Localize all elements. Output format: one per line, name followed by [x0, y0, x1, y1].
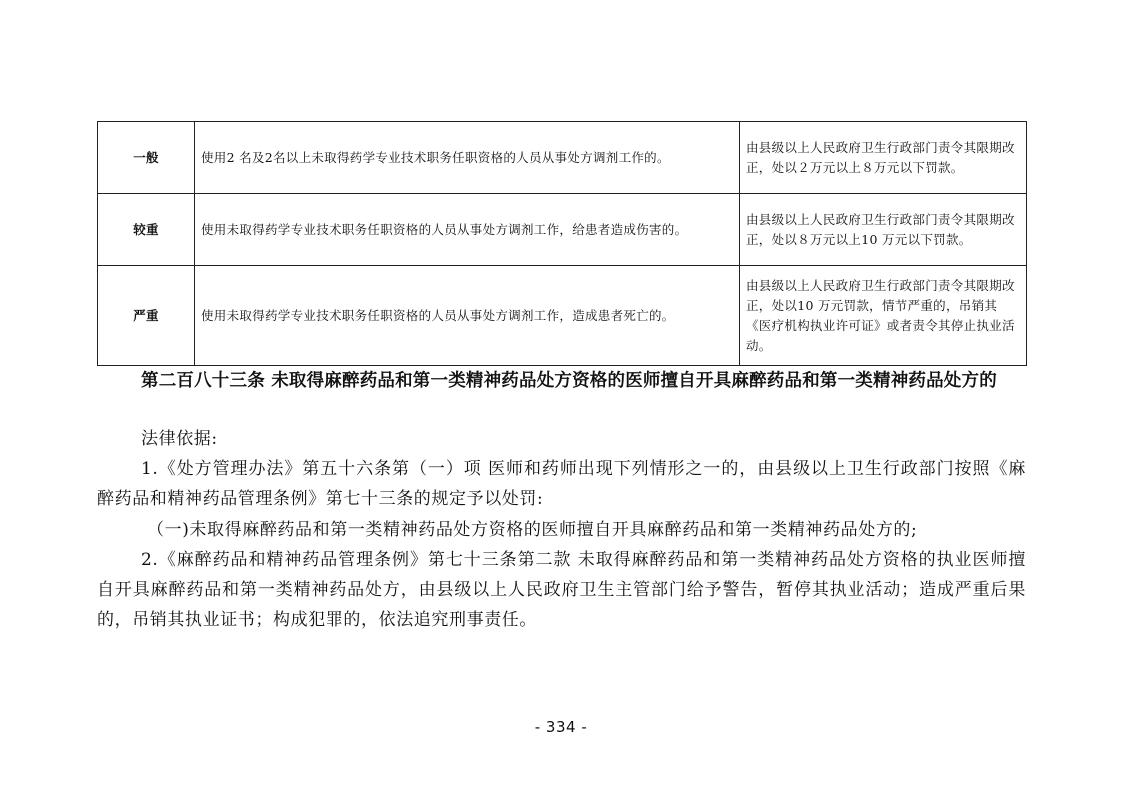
- penalty-table: [97, 121, 1027, 366]
- severity-level-cell: 较重: [98, 194, 195, 266]
- punishment-cell: 由县级以上人民政府卫生行政部门责令其限期改正，处以10 万元罚款，情节严重的，吊销其《医疗机构执业许可证》或者责令其停止执业活动。: [740, 266, 1027, 366]
- violation-situation-cell: 使用未取得药学专业技术职务任职资格的人员从事处方调剂工作，给患者造成伤害的。: [195, 194, 740, 266]
- page-number: - 334 -: [534, 718, 588, 736]
- violation-situation-cell: 使用2 名及2名以上未取得药学专业技术职务任职资格的人员从事处方调剂工作的。: [195, 122, 740, 194]
- legal-basis-paragraph: 2.《麻醉药品和精神药品管理条例》第七十三条第二款 未取得麻醉药品和第一类精神药品处方资格的执业医师擅自开具麻醉药品和第一类精神药品处方，由县级以上人民政府卫生主管部门给予警告，暂停其执业活动；造成严重后果的，吊销其执业证书；构成犯罪的，依法追究刑事责任。: [97, 549, 1026, 631]
- table-row: [98, 266, 1027, 366]
- severity-level-cell: 严重: [98, 266, 195, 366]
- table-row: [98, 194, 1027, 266]
- punishment-cell: 由县级以上人民政府卫生行政部门责令其限期改正，处以８万元以上10 万元以下罚款。: [740, 194, 1027, 266]
- article-title: 第二百八十三条 未取得麻醉药品和第一类精神药品处方资格的医师擅自开具麻醉药品和第一类精神药品处方的: [141, 371, 997, 391]
- legal-basis-paragraph: 1.《处方管理办法》第五十六条第（一）项 医师和药师出现下列情形之一的，由县级以上卫生行政部门按照《麻醉药品和精神药品管理条例》第七十三条的规定予以处罚:: [97, 459, 1026, 510]
- punishment-cell: 由县级以上人民政府卫生行政部门责令其限期改正，处以２万元以上８万元以下罚款。: [740, 122, 1027, 194]
- table-row: [98, 122, 1027, 194]
- severity-level-cell: 一般: [98, 122, 195, 194]
- legal-basis-label: 法律依据:: [141, 429, 218, 449]
- article-body: [97, 424, 1026, 635]
- legal-basis-paragraph: （一)未取得麻醉药品和第一类精神药品处方资格的医师擅自开具麻醉药品和第一类精神药品处方的;: [147, 519, 918, 540]
- violation-situation-cell: 使用未取得药学专业技术职务任职资格的人员从事处方调剂工作，造成患者死亡的。: [195, 266, 740, 366]
